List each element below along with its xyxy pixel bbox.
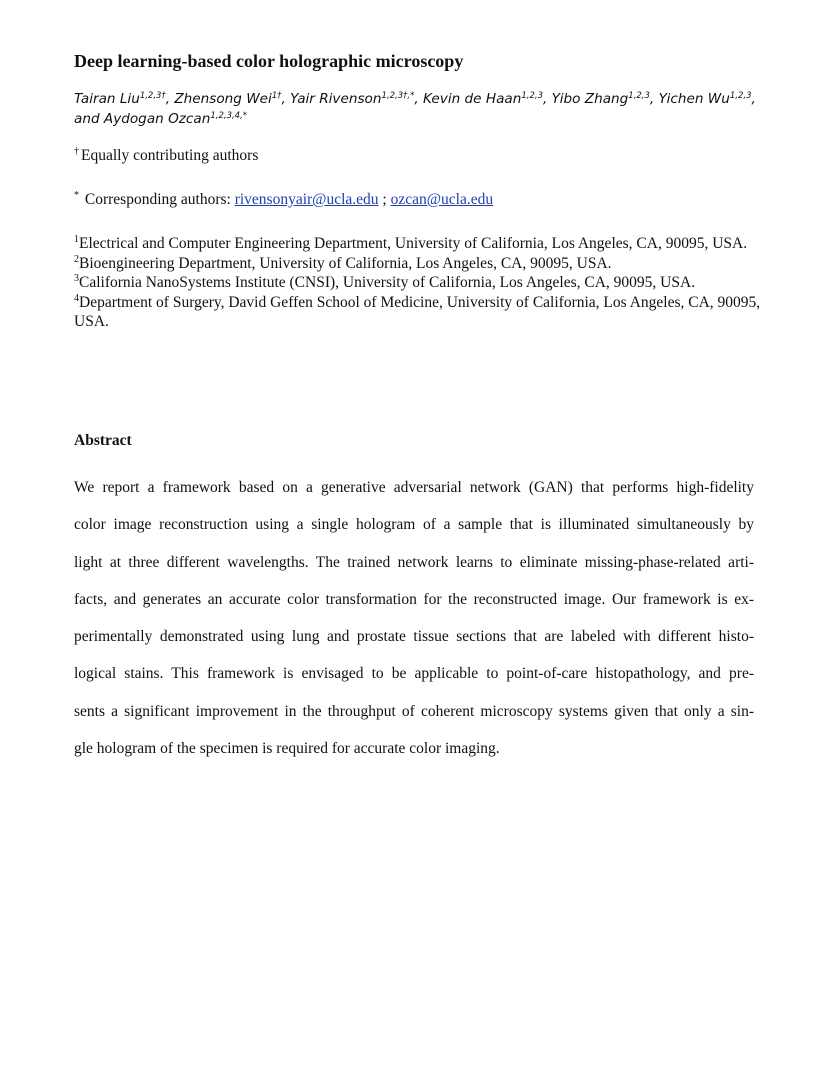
author: and Aydogan Ozcan$^{1,2,3,4,*}$	[74, 111, 248, 127]
author-affiliation-marks: 1,2,3†	[139, 91, 166, 101]
abstract-line: gle hologram of the specimen is required for accurate color imaging.	[74, 740, 500, 758]
email-link-ozcan[interactable]: ozcan@ucla.edu	[390, 191, 494, 208]
author: Yair Rivenson$^{1,2,3\dagger,*}$,	[290, 91, 423, 107]
author: Yichen Wu$^{1,2,3}$,	[658, 91, 756, 107]
author-affiliation-marks: 1,2,3†,*	[381, 91, 415, 101]
author-affiliation-marks: 1,2,3,4,*	[210, 111, 248, 121]
author-affiliation-marks: 1,2,3	[628, 91, 650, 101]
affiliation-item: $^3$California NanoSystems Institute (CNSI), University of California, Los Angeles, CA, 90095, USA.	[74, 273, 696, 291]
abstract-line: perimentally demonstrated using lung and prostate tissue sections that are labeled with different histo-	[74, 628, 754, 646]
abstract-line: We report a framework based on a generative adversarial network (GAN) that performs high-fidelity	[74, 479, 754, 496]
asterisk-mark: *	[74, 190, 79, 201]
corresponding-authors-note: * Corresponding authors: rivensonyair@ucla.edu ; ozcan@ucla.edu	[74, 190, 494, 208]
author-list	[74, 89, 764, 129]
email-link-rivenson[interactable]: rivensonyair@ucla.edu	[234, 191, 379, 208]
affiliation-item: $^2$Bioengineering Department, University of California, Los Angeles, CA, 90095, USA.	[74, 253, 612, 272]
abstract-line: logical stains. This framework is envisaged to be applicable to point-of-care histopathology, and pre-	[74, 665, 754, 683]
affiliation-list	[74, 234, 764, 332]
abstract-line: color image reconstruction using a single hologram of a sample that is illuminated simultaneously by	[74, 516, 754, 534]
affiliation-item: $^4$Department of Surgery, David Geffen School of Medicine, University of California, Los Angeles, CA, 90095, USA.	[74, 292, 761, 330]
abstract-line: sents a significant improvement in the throughput of coherent microscopy systems given that only a sin-	[74, 702, 754, 720]
author-affiliation-marks: 1†	[271, 91, 282, 101]
equal-contribution-note: † Equally contributing authors	[74, 146, 259, 164]
abstract-line: light at three different wavelengths. The trained network learns to eliminate missing-phase-related arti-	[74, 553, 754, 571]
author: Yibo Zhang$^{1,2,3}$,	[551, 91, 659, 107]
abstract-heading: Abstract	[74, 432, 132, 449]
author: Tairan Liu$^{1,2,3\dagger}$,	[74, 91, 175, 107]
abstract-body	[74, 469, 754, 767]
author: Zhensong Wei$^{1\dagger}$,	[174, 91, 291, 107]
paper-title: Deep learning-based color holographic microscopy	[74, 51, 464, 71]
affiliation-item: $^1$Electrical and Computer Engineering Department, University of California, Los Angeles, CA, 90095, USA.	[74, 234, 748, 252]
author: Kevin de Haan$^{1,2,3}$,	[422, 91, 552, 107]
abstract-line: facts, and generates an accurate color transformation for the reconstructed image. Our framework is ex-	[74, 590, 754, 608]
dagger-mark: †	[74, 146, 79, 157]
author-affiliation-marks: 1,2,3	[729, 91, 752, 101]
author-affiliation-marks: 1,2,3	[521, 91, 543, 101]
